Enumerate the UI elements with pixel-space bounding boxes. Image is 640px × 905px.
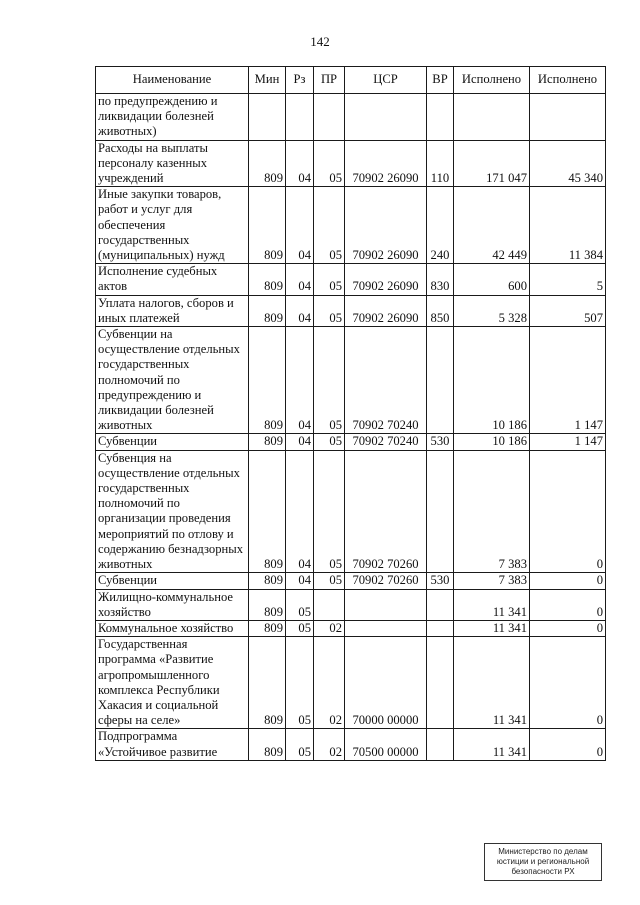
row-rz: 04 <box>286 434 314 450</box>
row-min: 809 <box>249 450 286 573</box>
row-vr <box>427 450 454 573</box>
row-rz: 05 <box>286 637 314 729</box>
header-vr: ВР <box>427 67 454 94</box>
row-min: 809 <box>249 589 286 620</box>
row-min: 809 <box>249 620 286 636</box>
row-done-2: 0 <box>530 620 606 636</box>
row-pr: 05 <box>314 450 345 573</box>
row-done-1: 10 186 <box>454 434 530 450</box>
row-rz: 04 <box>286 327 314 434</box>
row-csr: 70902 26090 <box>345 187 427 264</box>
row-pr: 05 <box>314 264 345 295</box>
stamp-line: юстиции и региональной <box>496 857 590 866</box>
row-min: 809 <box>249 140 286 187</box>
row-name: Иные закупки товаров, работ и услуг для обеспечения государственных (муниципальных) нужд <box>96 187 249 264</box>
row-done-2: 0 <box>530 450 606 573</box>
row-min: 809 <box>249 637 286 729</box>
row-rz: 04 <box>286 187 314 264</box>
row-rz: 04 <box>286 295 314 326</box>
row-done-1: 600 <box>454 264 530 295</box>
row-done-2: 507 <box>530 295 606 326</box>
table-row <box>96 140 606 187</box>
row-name: Исполнение судебных актов <box>96 264 249 295</box>
row-csr: 70902 70260 <box>345 573 427 589</box>
row-vr <box>427 620 454 636</box>
row-csr <box>345 589 427 620</box>
header-done-1: Исполнено <box>454 67 530 94</box>
row-rz: 05 <box>286 620 314 636</box>
table-row <box>96 187 606 264</box>
table-row <box>96 729 606 760</box>
row-csr: 70902 26090 <box>345 140 427 187</box>
table-row <box>96 264 606 295</box>
row-done-2: 0 <box>530 729 606 760</box>
row-name: Жилищно-коммунальное хозяйство <box>96 589 249 620</box>
row-done-2: 5 <box>530 264 606 295</box>
row-pr: 05 <box>314 140 345 187</box>
row-name: по предупреждению и ликвидации болезней животных) <box>96 94 249 141</box>
row-pr: 02 <box>314 620 345 636</box>
row-vr: 530 <box>427 573 454 589</box>
table-row <box>96 295 606 326</box>
row-pr: 02 <box>314 637 345 729</box>
row-csr: 70902 70240 <box>345 434 427 450</box>
row-vr <box>427 327 454 434</box>
row-vr: 850 <box>427 295 454 326</box>
row-pr: 05 <box>314 327 345 434</box>
row-csr <box>345 620 427 636</box>
table-row <box>96 589 606 620</box>
row-vr <box>427 589 454 620</box>
row-pr: 05 <box>314 295 345 326</box>
row-name: Субвенции на осуществление отдельных государственных полномочий по предупреждению и ликвидации болезней животных <box>96 327 249 434</box>
row-done-2: 1 147 <box>530 434 606 450</box>
row-done-1: 7 383 <box>454 573 530 589</box>
row-csr: 70000 00000 <box>345 637 427 729</box>
row-rz: 04 <box>286 573 314 589</box>
header-done-2: Исполнено <box>530 67 606 94</box>
stamp-line: Министерство по делам <box>498 847 588 856</box>
row-done-1: 42 449 <box>454 187 530 264</box>
row-pr: 05 <box>314 434 345 450</box>
row-rz: 05 <box>286 729 314 760</box>
row-done-1: 5 328 <box>454 295 530 326</box>
header-csr: ЦСР <box>345 67 427 94</box>
row-vr: 830 <box>427 264 454 295</box>
row-vr <box>427 729 454 760</box>
row-done-1: 10 186 <box>454 327 530 434</box>
row-done-2: 0 <box>530 573 606 589</box>
row-vr <box>427 94 454 141</box>
row-name: Коммунальное хозяйство <box>96 620 249 636</box>
row-pr: 05 <box>314 573 345 589</box>
row-done-1 <box>454 94 530 141</box>
row-done-2: 0 <box>530 589 606 620</box>
row-name: Подпрограмма «Устойчивое развитие <box>96 729 249 760</box>
table-row <box>96 327 606 434</box>
row-done-1: 11 341 <box>454 620 530 636</box>
row-csr: 70902 26090 <box>345 295 427 326</box>
row-name: Субвенция на осуществление отдельных государственных полномочий по организации проведения мероприятий по отлову и содержанию безнадзорных животных <box>96 450 249 573</box>
row-csr <box>345 94 427 141</box>
row-min: 809 <box>249 434 286 450</box>
row-vr: 530 <box>427 434 454 450</box>
row-rz: 05 <box>286 589 314 620</box>
row-min: 809 <box>249 264 286 295</box>
table-header-row <box>96 67 606 94</box>
row-csr: 70902 70260 <box>345 450 427 573</box>
header-min: Мин <box>249 67 286 94</box>
ministry-stamp <box>484 843 602 881</box>
header-pr: ПР <box>314 67 345 94</box>
row-done-2: 45 340 <box>530 140 606 187</box>
row-pr: 05 <box>314 187 345 264</box>
row-min: 809 <box>249 573 286 589</box>
row-min: 809 <box>249 295 286 326</box>
row-pr: 02 <box>314 729 345 760</box>
row-name: Субвенции <box>96 573 249 589</box>
row-pr <box>314 589 345 620</box>
row-done-1: 11 341 <box>454 589 530 620</box>
row-min <box>249 94 286 141</box>
row-done-2 <box>530 94 606 141</box>
row-min: 809 <box>249 327 286 434</box>
table-row <box>96 94 606 141</box>
row-rz: 04 <box>286 264 314 295</box>
table-row <box>96 620 606 636</box>
row-csr: 70902 26090 <box>345 264 427 295</box>
header-rz: Рз <box>286 67 314 94</box>
table-row <box>96 573 606 589</box>
row-name: Расходы на выплаты персоналу казенных учреждений <box>96 140 249 187</box>
row-csr: 70902 70240 <box>345 327 427 434</box>
table-row <box>96 637 606 729</box>
row-done-2: 0 <box>530 637 606 729</box>
row-done-1: 11 341 <box>454 637 530 729</box>
row-rz <box>286 94 314 141</box>
row-name: Субвенции <box>96 434 249 450</box>
row-done-1: 11 341 <box>454 729 530 760</box>
row-rz: 04 <box>286 450 314 573</box>
row-vr <box>427 637 454 729</box>
row-done-2: 11 384 <box>530 187 606 264</box>
row-done-1: 7 383 <box>454 450 530 573</box>
budget-table <box>95 66 606 761</box>
table-row <box>96 450 606 573</box>
row-rz: 04 <box>286 140 314 187</box>
row-done-1: 171 047 <box>454 140 530 187</box>
row-done-2: 1 147 <box>530 327 606 434</box>
row-name: Государственная программа «Развитие агропромышленного комплекса Республики Хакасия и социальной сферы на селе» <box>96 637 249 729</box>
row-pr <box>314 94 345 141</box>
row-vr: 240 <box>427 187 454 264</box>
row-min: 809 <box>249 187 286 264</box>
row-vr: 110 <box>427 140 454 187</box>
stamp-line: безопасности РХ <box>511 867 575 876</box>
row-min: 809 <box>249 729 286 760</box>
row-csr: 70500 00000 <box>345 729 427 760</box>
page-number: 142 <box>310 34 330 49</box>
header-name: Наименование <box>96 67 249 94</box>
table-row <box>96 434 606 450</box>
row-name: Уплата налогов, сборов и иных платежей <box>96 295 249 326</box>
